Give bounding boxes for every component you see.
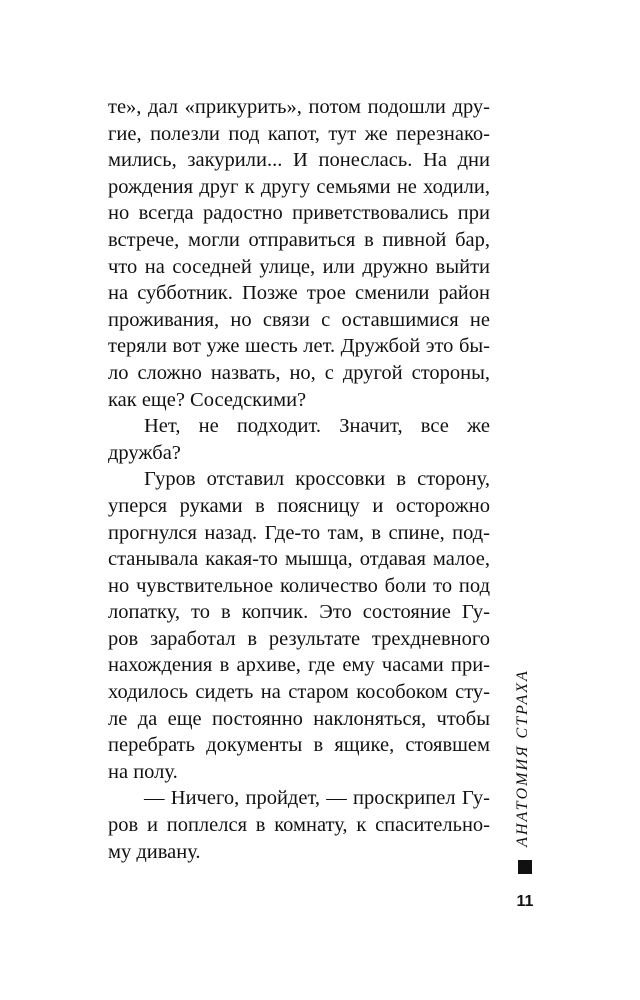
page-number: 11 <box>516 893 534 910</box>
text-line: на субботник. Позже трое сменили район <box>108 282 490 305</box>
text-line: встрече, могли отправиться в пивной бар, <box>108 228 490 251</box>
text-line: но всегда радостно приветствовались при <box>108 202 490 225</box>
text-line: ходилось сидеть на старом кособоком сту- <box>108 681 490 704</box>
text-line: ло сложно назвать, но, с другой стороны, <box>108 361 490 384</box>
text-line: но чувствительное количество боли то под <box>108 574 490 597</box>
text-line: нахождения в архиве, где ему часами при- <box>108 654 490 677</box>
square-marker-icon <box>518 860 532 874</box>
text-line: уперся руками в поясницу и осторожно <box>108 494 490 517</box>
text-line: как еще? Соседскими? <box>108 388 307 411</box>
text-line: лопатку, то в копчик. Это состояние Гу- <box>108 601 490 624</box>
text-line: ров и поплелся в комнату, к спасительно- <box>108 814 490 837</box>
text-line: проживания, но связи с оставшимися не <box>108 308 490 331</box>
text-line: Нет, не подходит. Значит, все же <box>144 415 490 438</box>
text-line: гие, полезли под капот, тут же перезнако- <box>108 122 490 145</box>
text-line: рождения друг к другу семьями не ходили, <box>108 175 490 198</box>
running-head: АНАТОМИЯ СТРАХА <box>514 669 531 847</box>
text-line: — Ничего, пройдет, — проскрипел Гу- <box>144 787 490 810</box>
text-line: что на соседней улице, или дружно выйти <box>108 255 490 278</box>
text-line: му дивану. <box>108 840 201 863</box>
text-line: прогнулся назад. Где-то там, в спине, под- <box>108 521 490 544</box>
text-line: те», дал «прикурить», потом подошли дру- <box>108 96 490 118</box>
text-line: мились, закурили... И понеслась. На дни <box>108 149 490 172</box>
body-text <box>108 94 490 865</box>
text-line: станывала какая-то мышца, отдавая малое, <box>108 548 490 571</box>
text-line: дружба? <box>108 441 181 464</box>
text-line: перебрать документы в ящике, стоявшем <box>108 734 490 757</box>
text-line: ров заработал в результате трехдневного <box>108 627 490 650</box>
text-line: ле да еще постоянно наклоняться, чтобы <box>108 707 490 730</box>
text-line: теряли вот уже шесть лет. Дружбой это бы- <box>108 335 490 358</box>
text-line: на полу. <box>108 760 178 783</box>
text-line: Гуров отставил кроссовки в сторону, <box>144 468 490 491</box>
